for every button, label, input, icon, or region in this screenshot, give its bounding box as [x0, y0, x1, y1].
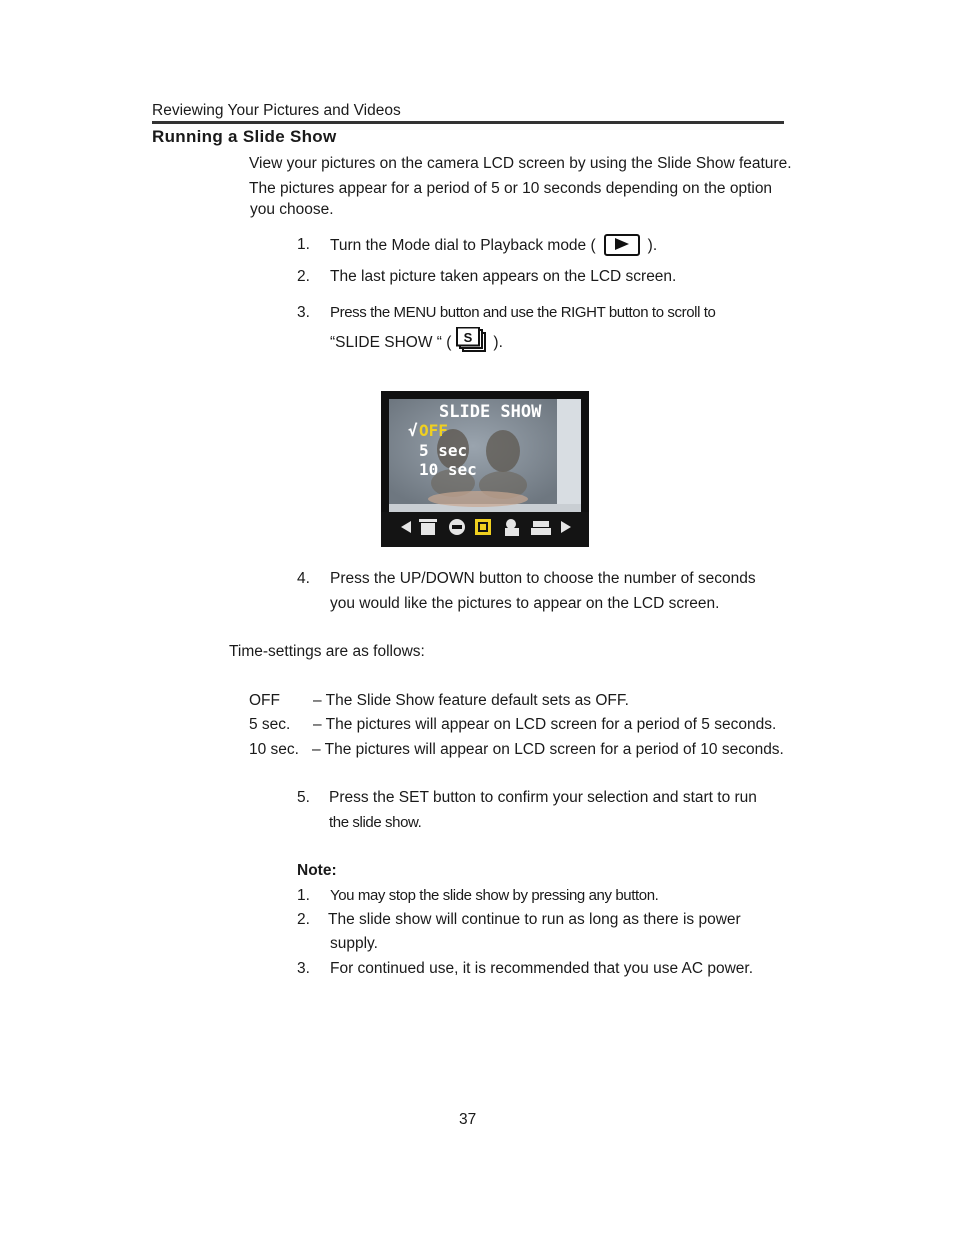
note-2-number: 2. — [297, 911, 310, 928]
step-3-line-2-before: “SLIDE SHOW “ ( — [330, 334, 452, 352]
step-3-line-1: Press the MENU button and use the RIGHT button to scroll to — [330, 304, 716, 321]
lcd-check-mark: √ — [408, 421, 418, 440]
lcd-slide-show-icon — [475, 519, 491, 535]
lcd-option-5-sec: 5 sec — [419, 441, 468, 460]
step-1-text — [330, 235, 657, 257]
time-setting-key-5-sec: 5 sec. — [249, 716, 291, 733]
lcd-option-off: OFF — [419, 421, 448, 440]
step-1-text-after: ). — [647, 237, 658, 255]
note-1-number: 1. — [297, 887, 310, 904]
lcd-option-10-sec: 10 sec — [419, 460, 477, 479]
time-setting-key-10-sec: 10 sec. — [249, 741, 299, 758]
lcd-screen-image — [381, 391, 589, 547]
delete-icon — [419, 519, 437, 535]
time-setting-desc-10-sec: – The pictures will appear on LCD screen for a period of 10 seconds. — [312, 741, 784, 758]
step-5-line-1: Press the SET button to confirm your selection and start to run — [329, 789, 757, 806]
step-3-line-2 — [330, 330, 503, 356]
step-2-text: The last picture taken appears on the LCD screen. — [330, 268, 677, 285]
note-2-line-2: supply. — [330, 935, 378, 952]
header-rule — [152, 121, 784, 124]
note-2-line-1: The slide show will continue to run as long as there is power — [328, 911, 741, 928]
step-4-line-2: you would like the pictures to appear on the LCD screen. — [330, 595, 720, 612]
protect-icon — [449, 519, 465, 535]
step-3-line-2-after: ). — [493, 334, 503, 352]
note-3-text: For continued use, it is recommended that you use AC power. — [330, 960, 754, 977]
note-3-number: 3. — [297, 960, 310, 977]
step-1-text-before: Turn the Mode dial to Playback mode ( — [330, 237, 596, 255]
intro-line-2: The pictures appear for a period of 5 or 10 seconds depending on the option — [249, 180, 773, 197]
step-1-number: 1. — [297, 236, 310, 253]
playback-icon — [604, 234, 640, 256]
running-head: Reviewing Your Pictures and Videos — [152, 102, 401, 119]
time-setting-key-off: OFF — [249, 692, 280, 709]
step-3-number: 3. — [297, 304, 310, 321]
svg-text:S: S — [464, 330, 473, 345]
step-4-line-1: Press the UP/DOWN button to choose the number of seconds — [330, 570, 756, 587]
intro-line-3: you choose. — [250, 201, 334, 218]
time-settings-intro: Time-settings are as follows: — [229, 643, 425, 660]
section-title: Running a Slide Show — [152, 127, 337, 146]
note-1-text: You may stop the slide show by pressing any button. — [330, 887, 659, 904]
time-setting-desc-5-sec: – The pictures will appear on LCD screen for a period of 5 seconds. — [313, 716, 777, 733]
intro-line-1: View your pictures on the camera LCD screen by using the Slide Show feature. — [249, 155, 792, 172]
step-4-number: 4. — [297, 570, 310, 587]
step-5-number: 5. — [297, 789, 310, 806]
slide-show-icon — [455, 327, 489, 353]
step-2-number: 2. — [297, 268, 310, 285]
note-title: Note: — [297, 862, 337, 879]
step-5-line-2: the slide show. — [329, 814, 422, 831]
print-icon — [531, 521, 551, 535]
lcd-menu-title: SLIDE SHOW — [439, 402, 542, 422]
time-setting-desc-off: – The Slide Show feature default sets as OFF. — [313, 692, 629, 709]
page-number: 37 — [459, 1111, 477, 1128]
